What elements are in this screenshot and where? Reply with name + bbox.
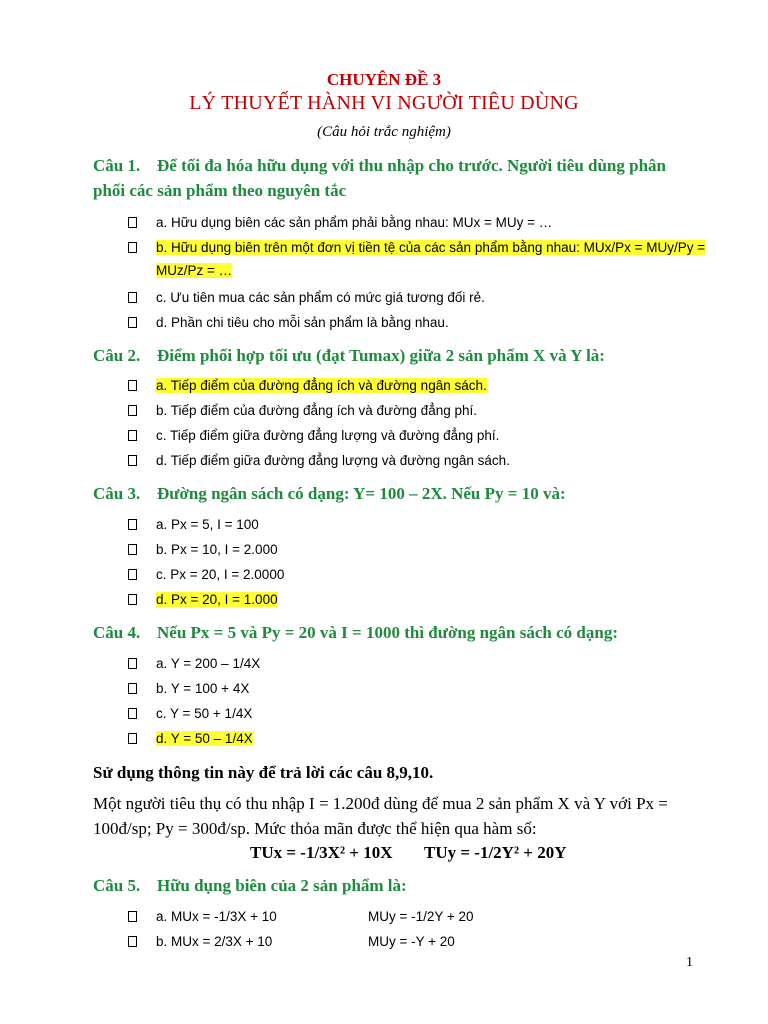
checkbox-icon[interactable] — [128, 217, 137, 228]
checkbox-icon[interactable] — [128, 683, 137, 694]
question-number: Câu 1. — [93, 156, 141, 175]
checkbox-icon[interactable] — [128, 733, 137, 744]
question-4 — [93, 620, 693, 645]
option-d[interactable] — [128, 588, 708, 613]
question-2 — [93, 343, 693, 368]
checkbox-icon[interactable] — [128, 292, 137, 303]
question-text: Để tối đa hóa hữu dụng với thu nhập cho trước. Người tiêu dùng phân phối các sản phẩm theo nguyên tắc — [93, 156, 667, 200]
checkbox-icon[interactable] — [128, 455, 137, 466]
question-number: Câu 2. — [93, 346, 141, 365]
option-a[interactable]: a. Hữu dụng biên các sản phẩm phải bằng nhau: MUx = MUy = … — [128, 211, 708, 236]
question-text: Điểm phối hợp tối ưu (đạt Tumax) giữa 2 sản phẩm X và Y là: — [157, 346, 605, 365]
info-lead: Sử dụng thông tin này để trả lời các câu 8,9,10. — [93, 763, 434, 782]
option-b[interactable]: b. Px = 10, I = 2.000 — [128, 538, 708, 563]
highlighted-answer: a. Tiếp điểm của đường đẳng ích và đường ngân sách. — [156, 378, 487, 393]
question-1 — [93, 153, 693, 203]
checkbox-icon[interactable] — [128, 317, 137, 328]
highlighted-answer: d. Y = 50 – 1/4X — [156, 731, 253, 746]
option-b[interactable]: b. MUx = 2/3X + 10 MUy = -Y + 20 — [128, 930, 708, 955]
info-body: Một người tiêu thụ có thu nhập I = 1.200đ dùng để mua 2 sản phẩm X và Y với Px = 100đ/sp; Py = 300đ/sp. Mức thỏa mãn được thể hiện qua hàm số: — [93, 794, 668, 838]
question-text: Hữu dụng biên của 2 sản phẩm là: — [157, 876, 407, 895]
checkbox-icon[interactable] — [128, 544, 137, 555]
checkbox-icon[interactable] — [128, 936, 137, 947]
checkbox-icon[interactable] — [128, 708, 137, 719]
checkbox-icon[interactable] — [128, 658, 137, 669]
question-text: Đường ngân sách có dạng: Y= 100 – 2X. Nếu Py = 10 và: — [157, 484, 566, 503]
highlighted-answer: b. Hữu dụng biên trên một đơn vị tiền tệ của các sản phẩm bằng nhau: MUx/Px = MUy/Py = MUz/Pz = … — [156, 240, 706, 278]
option-b[interactable] — [128, 236, 708, 286]
question-number: Câu 3. — [93, 484, 141, 503]
checkbox-icon[interactable] — [128, 430, 137, 441]
question-3-options — [128, 513, 708, 613]
chapter-subject: LÝ THUYẾT HÀNH VI NGƯỜI TIÊU DÙNG — [189, 92, 579, 114]
checkbox-icon[interactable] — [128, 569, 137, 580]
option-a[interactable]: a. Px = 5, I = 100 — [128, 513, 708, 538]
question-4-options — [128, 652, 708, 752]
question-2-options — [128, 374, 708, 474]
option-a[interactable]: a. MUx = -1/3X + 10 MUy = -1/2Y + 20 — [128, 905, 708, 930]
chapter-title: CHUYÊN ĐỀ 3 — [326, 70, 442, 89]
option-c[interactable]: c. Ưu tiên mua các sản phẩm có mức giá tương đối rẻ. — [128, 286, 708, 311]
checkbox-icon[interactable] — [128, 911, 137, 922]
option-c[interactable]: c. Px = 20, I = 2.0000 — [128, 563, 708, 588]
option-d[interactable]: d. Phần chi tiêu cho mỗi sản phẩm là bằng nhau. — [128, 311, 708, 336]
option-a[interactable]: a. Y = 200 – 1/4X — [128, 652, 708, 677]
checkbox-icon[interactable] — [128, 594, 137, 605]
option-c[interactable]: c. Tiếp điểm giữa đường đẳng lượng và đường đẳng phí. — [128, 424, 708, 449]
checkbox-icon[interactable] — [128, 242, 137, 253]
page-number: 1 — [686, 955, 693, 970]
option-b[interactable]: b. Y = 100 + 4X — [128, 677, 708, 702]
option-c[interactable]: c. Y = 50 + 1/4X — [128, 702, 708, 727]
option-a[interactable] — [128, 374, 708, 399]
question-text: Nếu Px = 5 và Py = 20 và I = 1000 thì đường ngân sách có dạng: — [157, 623, 618, 642]
highlighted-answer: d. Px = 20, I = 1.000 — [156, 592, 278, 607]
checkbox-icon[interactable] — [128, 405, 137, 416]
question-number: Câu 5. — [93, 876, 141, 895]
formula-tux: TUx = -1/3X² + 10X — [250, 843, 393, 862]
option-b[interactable]: b. Tiếp điểm của đường đẳng ích và đường đẳng phí. — [128, 399, 708, 424]
question-5-options — [128, 905, 708, 955]
option-d[interactable] — [128, 727, 708, 752]
checkbox-icon[interactable] — [128, 380, 137, 391]
utility-formulas — [250, 843, 567, 863]
chapter-subtitle: (Câu hỏi trắc nghiệm) — [317, 124, 451, 140]
formula-tuy: TUy = -1/2Y² + 20Y — [424, 843, 567, 862]
question-3 — [93, 481, 693, 506]
question-1-options — [128, 211, 708, 336]
question-5 — [93, 873, 693, 898]
checkbox-icon[interactable] — [128, 519, 137, 530]
option-d[interactable]: d. Tiếp điểm giữa đường đẳng lượng và đường ngân sách. — [128, 449, 708, 474]
question-number: Câu 4. — [93, 623, 141, 642]
